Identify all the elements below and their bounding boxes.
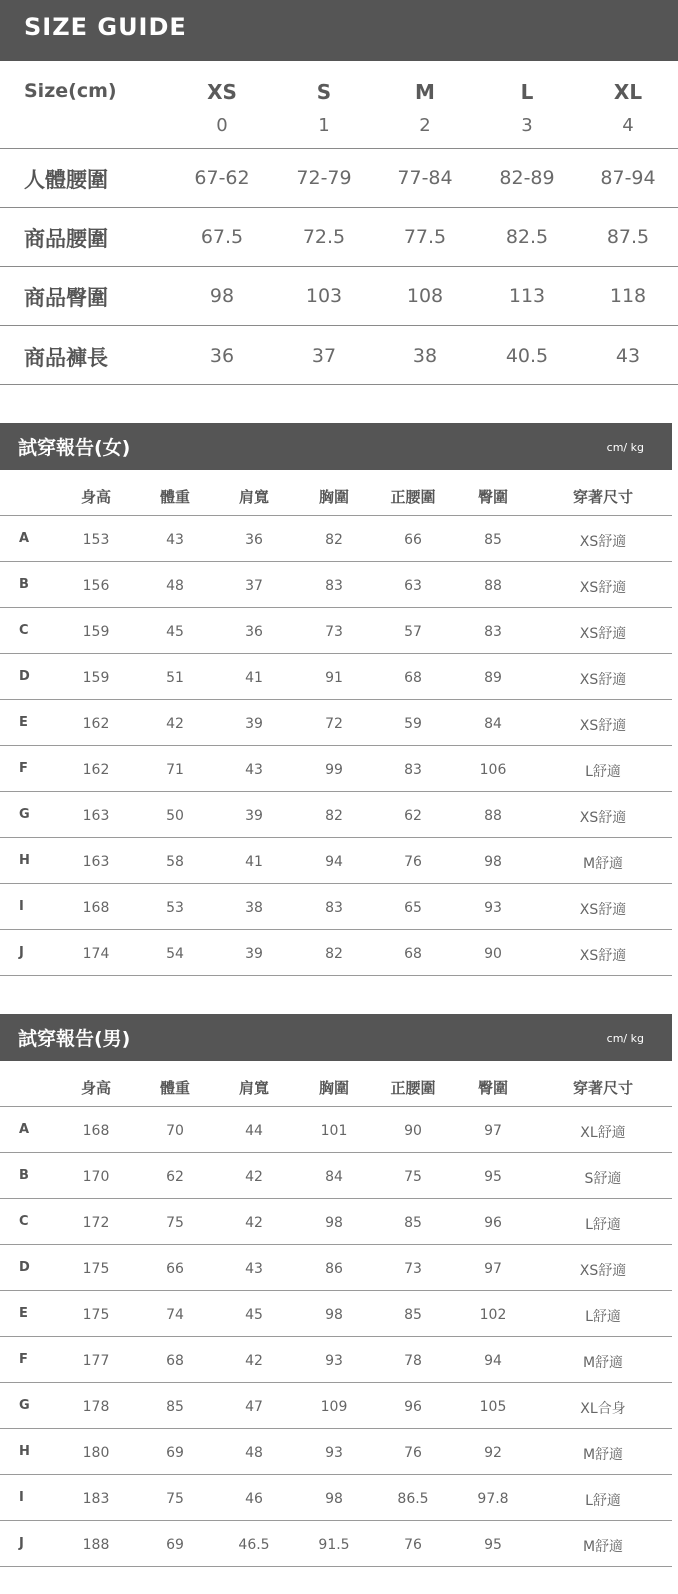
divider: [0, 515, 672, 516]
row-id: B: [19, 1168, 29, 1183]
waist-cell: 78: [404, 1353, 422, 1369]
hip-cell: 97.8: [477, 1491, 509, 1507]
weight-cell: 69: [166, 1537, 184, 1553]
size-value: 82-89: [499, 167, 555, 189]
size-s-number: 1: [318, 115, 330, 136]
divider: [0, 1152, 672, 1153]
divider: [0, 837, 672, 838]
shoulder-cell: 36: [245, 624, 263, 640]
chest-cell: 91.5: [318, 1537, 350, 1553]
waist-cell: 76: [404, 854, 422, 870]
fit-size-cell: L舒適: [585, 1493, 621, 1509]
hip-cell: 84: [484, 716, 502, 732]
hip-cell: 90: [484, 946, 502, 962]
height-cell: 153: [82, 532, 110, 548]
height-cell: 180: [82, 1445, 110, 1461]
hip-cell: 97: [484, 1261, 502, 1277]
divider: [0, 791, 672, 792]
shoulder-cell: 42: [245, 1353, 263, 1369]
waist-cell: 76: [404, 1445, 422, 1461]
size-value: 98: [209, 285, 235, 307]
waist-cell: 83: [404, 762, 422, 778]
divider: [0, 1106, 672, 1107]
fit-size-cell: L舒適: [585, 1309, 621, 1325]
column-header: 體重: [159, 1079, 190, 1097]
size-guide-header-bar: [0, 0, 678, 61]
height-cell: 163: [82, 854, 110, 870]
chest-cell: 82: [325, 946, 343, 962]
fit-size-cell: XS舒適: [579, 1263, 627, 1279]
shoulder-cell: 39: [245, 946, 263, 962]
size-xs-number: 0: [216, 115, 228, 136]
chest-cell: 93: [325, 1353, 343, 1369]
size-value: 77.5: [403, 226, 447, 248]
weight-cell: 50: [166, 808, 184, 824]
divider: [0, 883, 672, 884]
height-cell: 177: [82, 1353, 110, 1369]
divider: [0, 745, 672, 746]
height-cell: 159: [82, 670, 110, 686]
shoulder-cell: 43: [245, 1261, 263, 1277]
waist-cell: 85: [404, 1215, 422, 1231]
divider: [0, 384, 678, 385]
shoulder-cell: 39: [245, 808, 263, 824]
unit-label: cm/ kg: [606, 441, 644, 454]
row-id: G: [19, 1398, 30, 1413]
size-xs-label: XS: [207, 80, 237, 104]
shoulder-cell: 42: [245, 1169, 263, 1185]
row-id: I: [19, 1490, 24, 1505]
divider: [0, 1382, 672, 1383]
row-id: G: [19, 807, 30, 822]
column-header: 臀圍: [477, 1079, 508, 1097]
height-cell: 159: [82, 624, 110, 640]
waist-cell: 63: [404, 578, 422, 594]
weight-cell: 75: [166, 1215, 184, 1231]
row-id: J: [19, 1536, 24, 1551]
size-value: 72.5: [302, 226, 346, 248]
row-id: D: [19, 1260, 30, 1275]
fit-size-cell: XS舒適: [579, 580, 627, 596]
column-header: 肩寬: [238, 488, 269, 506]
waist-cell: 66: [404, 532, 422, 548]
divider: [0, 1520, 672, 1521]
hip-cell: 93: [484, 900, 502, 916]
fitting-report-title: 試穿報告(女): [18, 437, 131, 459]
column-header: 穿著尺寸: [572, 1079, 633, 1097]
weight-cell: 74: [166, 1307, 184, 1323]
waist-cell: 75: [404, 1169, 422, 1185]
column-header: 身高: [80, 1079, 111, 1097]
height-cell: 188: [82, 1537, 110, 1553]
divider: [0, 1336, 672, 1337]
chest-cell: 91: [325, 670, 343, 686]
divider: [0, 1290, 672, 1291]
product-waist-label: 商品腰圍: [24, 227, 108, 251]
divider: [0, 1474, 672, 1475]
fitting-report-header-bar: [0, 1014, 672, 1061]
shoulder-cell: 45: [245, 1307, 263, 1323]
fit-size-cell: XS舒適: [579, 718, 627, 734]
height-cell: 156: [82, 578, 110, 594]
column-header: 身高: [80, 488, 111, 506]
hip-cell: 96: [484, 1215, 502, 1231]
shoulder-cell: 44: [245, 1123, 263, 1139]
size-value: 87.5: [606, 226, 650, 248]
chest-cell: 86: [325, 1261, 343, 1277]
chest-cell: 82: [325, 808, 343, 824]
weight-cell: 45: [166, 624, 184, 640]
hip-cell: 106: [479, 762, 507, 778]
waist-cell: 73: [404, 1261, 422, 1277]
body-waist-label: 人體腰圍: [24, 168, 108, 192]
divider: [0, 148, 678, 149]
weight-cell: 62: [166, 1169, 184, 1185]
divider: [0, 607, 672, 608]
divider: [0, 975, 672, 976]
hip-cell: 88: [484, 578, 502, 594]
weight-cell: 42: [166, 716, 184, 732]
size-value: 103: [305, 285, 343, 307]
waist-cell: 65: [404, 900, 422, 916]
hip-cell: 97: [484, 1123, 502, 1139]
height-cell: 168: [82, 900, 110, 916]
waist-cell: 76: [404, 1537, 422, 1553]
weight-cell: 53: [166, 900, 184, 916]
height-cell: 183: [82, 1491, 110, 1507]
row-id: J: [19, 945, 24, 960]
chest-cell: 109: [320, 1399, 348, 1415]
height-cell: 175: [82, 1261, 110, 1277]
size-value: 38: [412, 345, 438, 367]
divider: [0, 929, 672, 930]
size-xl-number: 4: [622, 115, 634, 136]
row-id: E: [19, 715, 28, 730]
hip-cell: 94: [484, 1353, 502, 1369]
height-cell: 178: [82, 1399, 110, 1415]
waist-cell: 90: [404, 1123, 422, 1139]
column-header: 體重: [159, 488, 190, 506]
hip-cell: 105: [479, 1399, 507, 1415]
weight-cell: 69: [166, 1445, 184, 1461]
fit-size-cell: M舒適: [582, 1355, 624, 1371]
column-header: 正腰圍: [390, 1079, 436, 1097]
chest-cell: 72: [325, 716, 343, 732]
hip-cell: 95: [484, 1537, 502, 1553]
size-unit-label: Size(cm): [24, 80, 117, 102]
fitting-report-title: 試穿報告(男): [18, 1028, 131, 1050]
column-header: 胸圍: [318, 1079, 349, 1097]
row-id: A: [19, 1122, 30, 1137]
shoulder-cell: 46.5: [238, 1537, 270, 1553]
size-s-label: S: [316, 80, 332, 104]
divider: [0, 1198, 672, 1199]
weight-cell: 70: [166, 1123, 184, 1139]
size-l-number: 3: [521, 115, 533, 136]
divider: [0, 1428, 672, 1429]
shoulder-cell: 36: [245, 532, 263, 548]
product-hip-label: 商品臀圍: [24, 286, 108, 310]
size-value: 37: [311, 345, 337, 367]
column-header: 肩寬: [238, 1079, 269, 1097]
weight-cell: 58: [166, 854, 184, 870]
fit-size-cell: XS舒適: [579, 810, 627, 826]
fit-size-cell: XS舒適: [579, 626, 627, 642]
height-cell: 170: [82, 1169, 110, 1185]
size-value: 67.5: [200, 226, 244, 248]
row-id: A: [19, 531, 30, 546]
fit-size-cell: L舒適: [585, 1217, 621, 1233]
chest-cell: 101: [320, 1123, 348, 1139]
chest-cell: 98: [325, 1215, 343, 1231]
shoulder-cell: 47: [245, 1399, 263, 1415]
chest-cell: 84: [325, 1169, 343, 1185]
height-cell: 175: [82, 1307, 110, 1323]
height-cell: 168: [82, 1123, 110, 1139]
row-id: C: [19, 1214, 29, 1229]
fit-size-cell: M舒適: [582, 1539, 624, 1555]
size-value: 108: [406, 285, 444, 307]
row-id: E: [19, 1306, 28, 1321]
fit-size-cell: XS舒適: [579, 948, 627, 964]
row-id: F: [19, 1352, 28, 1367]
row-id: B: [19, 577, 29, 592]
divider: [0, 207, 678, 208]
fit-size-cell: XL舒適: [580, 1125, 626, 1141]
row-id: H: [19, 853, 30, 868]
weight-cell: 51: [166, 670, 184, 686]
weight-cell: 48: [166, 578, 184, 594]
column-header: 胸圍: [318, 488, 349, 506]
size-value: 118: [609, 285, 647, 307]
shoulder-cell: 46: [245, 1491, 263, 1507]
fitting-report-header-bar: [0, 423, 672, 470]
column-header: 正腰圍: [390, 488, 436, 506]
waist-cell: 68: [404, 946, 422, 962]
size-m-label: M: [415, 80, 435, 104]
hip-cell: 95: [484, 1169, 502, 1185]
waist-cell: 57: [404, 624, 422, 640]
product-length-label: 商品褲長: [24, 346, 108, 370]
chest-cell: 99: [325, 762, 343, 778]
fit-size-cell: XS舒適: [579, 534, 627, 550]
waist-cell: 85: [404, 1307, 422, 1323]
chest-cell: 73: [325, 624, 343, 640]
chest-cell: 83: [325, 900, 343, 916]
size-value: 77-84: [397, 167, 453, 189]
chest-cell: 94: [325, 854, 343, 870]
size-xl-label: XL: [613, 80, 643, 104]
hip-cell: 98: [484, 854, 502, 870]
shoulder-cell: 43: [245, 762, 263, 778]
size-guide-title: SIZE GUIDE: [24, 13, 187, 41]
shoulder-cell: 41: [245, 854, 263, 870]
fit-size-cell: XS舒適: [579, 672, 627, 688]
height-cell: 163: [82, 808, 110, 824]
shoulder-cell: 38: [245, 900, 263, 916]
shoulder-cell: 37: [245, 578, 263, 594]
hip-cell: 89: [484, 670, 502, 686]
size-value: 113: [508, 285, 546, 307]
weight-cell: 54: [166, 946, 184, 962]
size-value: 43: [615, 345, 641, 367]
shoulder-cell: 48: [245, 1445, 263, 1461]
chest-cell: 98: [325, 1307, 343, 1323]
weight-cell: 68: [166, 1353, 184, 1369]
shoulder-cell: 42: [245, 1215, 263, 1231]
divider: [0, 1566, 672, 1567]
weight-cell: 85: [166, 1399, 184, 1415]
row-id: F: [19, 761, 28, 776]
fit-size-cell: M舒適: [582, 856, 624, 872]
column-header: 臀圍: [477, 488, 508, 506]
weight-cell: 75: [166, 1491, 184, 1507]
fit-size-cell: S舒適: [584, 1171, 622, 1187]
size-value: 40.5: [505, 345, 549, 367]
height-cell: 174: [82, 946, 110, 962]
divider: [0, 1244, 672, 1245]
hip-cell: 102: [479, 1307, 507, 1323]
height-cell: 162: [82, 716, 110, 732]
shoulder-cell: 41: [245, 670, 263, 686]
weight-cell: 66: [166, 1261, 184, 1277]
divider: [0, 266, 678, 267]
fit-size-cell: L舒適: [585, 764, 621, 780]
fit-size-cell: XL合身: [580, 1401, 626, 1417]
waist-cell: 68: [404, 670, 422, 686]
size-value: 87-94: [600, 167, 656, 189]
size-value: 82.5: [505, 226, 549, 248]
chest-cell: 82: [325, 532, 343, 548]
weight-cell: 71: [166, 762, 184, 778]
row-id: D: [19, 669, 30, 684]
size-value: 72-79: [296, 167, 352, 189]
divider: [0, 653, 672, 654]
hip-cell: 92: [484, 1445, 502, 1461]
column-header: 穿著尺寸: [572, 488, 633, 506]
row-id: H: [19, 1444, 30, 1459]
hip-cell: 83: [484, 624, 502, 640]
chest-cell: 98: [325, 1491, 343, 1507]
row-id: I: [19, 899, 24, 914]
unit-label: cm/ kg: [606, 1032, 644, 1045]
size-l-label: L: [520, 80, 534, 104]
waist-cell: 96: [404, 1399, 422, 1415]
weight-cell: 43: [166, 532, 184, 548]
fit-size-cell: XS舒適: [579, 902, 627, 918]
waist-cell: 62: [404, 808, 422, 824]
row-id: C: [19, 623, 29, 638]
waist-cell: 59: [404, 716, 422, 732]
shoulder-cell: 39: [245, 716, 263, 732]
fit-size-cell: M舒適: [582, 1447, 624, 1463]
chest-cell: 83: [325, 578, 343, 594]
chest-cell: 93: [325, 1445, 343, 1461]
size-value: 36: [209, 345, 235, 367]
divider: [0, 325, 678, 326]
divider: [0, 561, 672, 562]
hip-cell: 85: [484, 532, 502, 548]
divider: [0, 699, 672, 700]
height-cell: 172: [82, 1215, 110, 1231]
size-m-number: 2: [419, 115, 431, 136]
hip-cell: 88: [484, 808, 502, 824]
waist-cell: 86.5: [397, 1491, 429, 1507]
height-cell: 162: [82, 762, 110, 778]
size-value: 67-62: [194, 167, 250, 189]
